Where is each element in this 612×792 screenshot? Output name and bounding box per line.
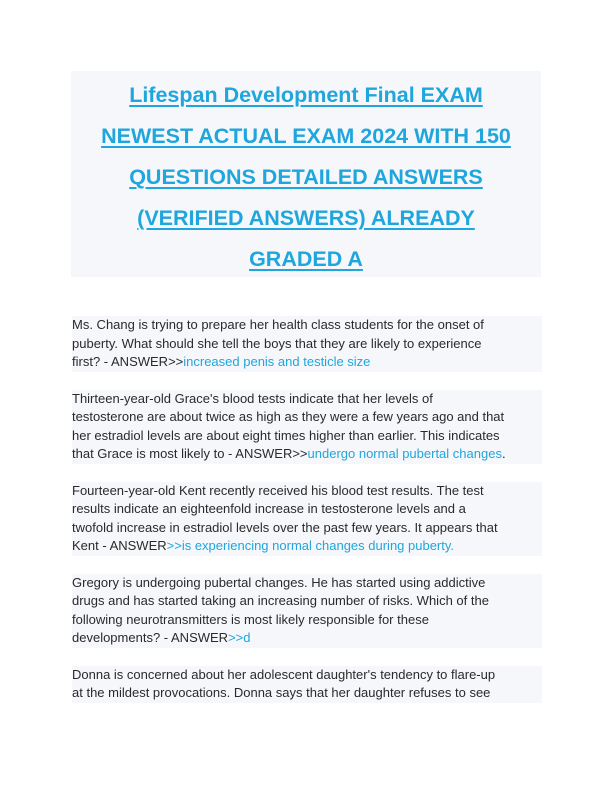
question-final-line: [72, 629, 542, 648]
question-text-line: drugs and has started taking an increasing number of risks. Which of the: [72, 592, 542, 611]
title-line-2[interactable]: NEWEST ACTUAL EXAM 2024 WITH 150: [101, 124, 511, 148]
question-text-line: Fourteen-year-old Kent recently received his blood test results. The test: [72, 482, 542, 501]
answer-text: undergo normal pubertal changes: [307, 446, 502, 461]
answer-prefix: Kent - ANSWER: [72, 538, 167, 553]
question-final-line: [72, 445, 542, 464]
answer-text: increased penis and testicle size: [183, 354, 371, 369]
question-text-line: following neurotransmitters is most likely responsible for these: [72, 611, 542, 630]
question-text-line: Gregory is undergoing pubertal changes. He has started using addictive: [72, 574, 542, 593]
answer-suffix: .: [501, 446, 506, 461]
question-list: [72, 316, 542, 721]
question-2: [72, 390, 542, 464]
title-line-3[interactable]: QUESTIONS DETAILED ANSWERS: [129, 165, 483, 189]
question-text-line: her estradiol levels are about eight times higher than earlier. This indicates: [72, 427, 542, 446]
question-text-line: testosterone are about twice as high as they were a few years ago and that: [72, 408, 542, 427]
title-line-5[interactable]: GRADED A: [249, 247, 363, 271]
question-text-line: results indicate an eighteenfold increase in testosterone levels and a: [72, 500, 542, 519]
title-line-4[interactable]: (VERIFIED ANSWERS) ALREADY: [137, 206, 475, 230]
question-1: [72, 316, 542, 372]
answer-prefix: first? - ANSWER>>: [72, 354, 184, 369]
question-text-line: puberty. What should she tell the boys that they are likely to experience: [72, 335, 542, 354]
answer-text: >>is experiencing normal changes during puberty.: [166, 538, 455, 553]
question-final-line: [72, 537, 542, 556]
title-line-1[interactable]: Lifespan Development Final EXAM: [129, 83, 483, 107]
question-text-line: Ms. Chang is trying to prepare her health class students for the onset of: [72, 316, 542, 335]
answer-text: >>d: [228, 630, 251, 645]
question-text-line: at the mildest provocations. Donna says that her daughter refuses to see: [72, 684, 542, 703]
question-3: [72, 482, 542, 556]
question-final-line: [72, 353, 542, 372]
question-text-line: twofold increase in estradiol levels over the past few years. It appears that: [72, 519, 542, 538]
question-5: [72, 666, 542, 703]
question-text-line: Donna is concerned about her adolescent daughter's tendency to flare-up: [72, 666, 542, 685]
document-title: [71, 71, 541, 277]
answer-prefix: developments? - ANSWER: [72, 630, 229, 645]
question-text-line: Thirteen-year-old Grace's blood tests indicate that her levels of: [72, 390, 542, 409]
answer-prefix: that Grace is most likely to - ANSWER>>: [72, 446, 308, 461]
question-4: [72, 574, 542, 648]
